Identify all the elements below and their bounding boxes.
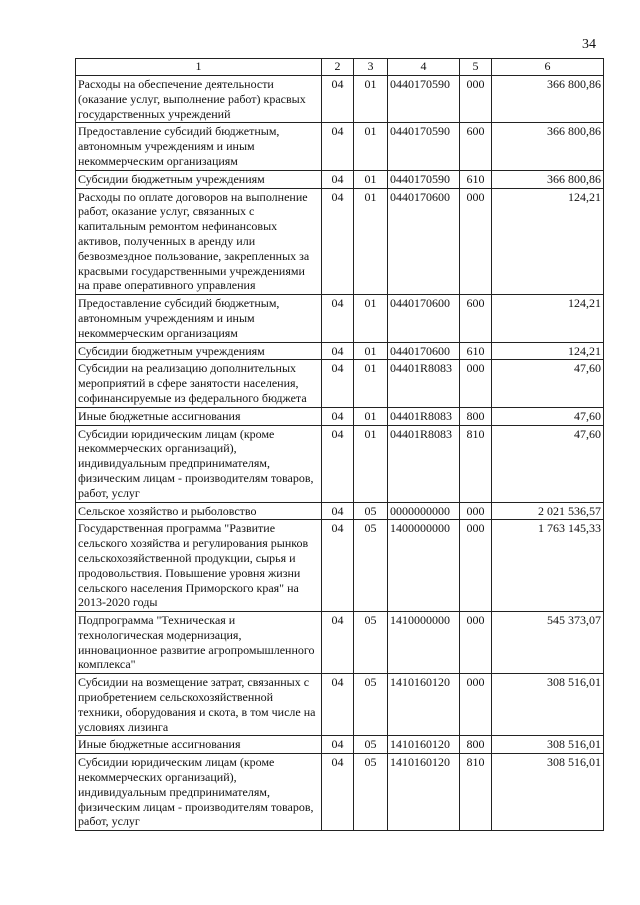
table-row [76,754,604,831]
expense-type-code-cell: 000 [460,612,492,674]
section-code-cell: 04 [322,76,354,123]
amount-cell: 47,60 [492,360,604,407]
header-col-1: 1 [76,59,322,76]
table-row [76,76,604,123]
expense-name-cell: Субсидии юридическим лицам (кроме некоммерческих организаций), индивидуальным предпринимателям, физическим лицам - производителям товаров, работ, услуг [76,425,322,502]
section-code-cell: 04 [322,407,354,425]
subsection-code-cell: 05 [354,612,388,674]
table-header [76,59,604,76]
section-code-cell: 04 [322,754,354,831]
expense-name-cell: Предоставление субсидий бюджетным, автономным учреждениям и иным некоммерческим организациям [76,295,322,342]
expense-name-cell: Предоставление субсидий бюджетным, автономным учреждениям и иным некоммерческим организациям [76,123,322,170]
subsection-code-cell: 01 [354,360,388,407]
subsection-code-cell: 01 [354,407,388,425]
target-article-code-cell: 04401R8083 [388,425,460,502]
subsection-code-cell: 05 [354,736,388,754]
section-code-cell: 04 [322,360,354,407]
table-row [76,425,604,502]
table-row [76,188,604,295]
amount-cell: 47,60 [492,425,604,502]
section-code-cell: 04 [322,502,354,520]
expense-name-cell: Субсидии юридическим лицам (кроме некоммерческих организаций), индивидуальным предпринимателям, физическим лицам - производителям товаров, работ, услуг [76,754,322,831]
expense-type-code-cell: 610 [460,342,492,360]
budget-table [75,58,604,831]
target-article-code-cell: 1410160120 [388,754,460,831]
section-code-cell: 04 [322,520,354,612]
table-row [76,520,604,612]
table-row [76,736,604,754]
table-body [76,76,604,831]
target-article-code-cell: 0440170600 [388,188,460,295]
table-row [76,502,604,520]
expense-type-code-cell: 000 [460,360,492,407]
expense-type-code-cell: 000 [460,76,492,123]
table-row [76,407,604,425]
expense-name-cell: Подпрограмма "Техническая и технологическая модернизация, инновационное развитие агропромышленного комплекса" [76,612,322,674]
subsection-code-cell: 01 [354,425,388,502]
amount-cell: 366 800,86 [492,76,604,123]
header-col-6: 6 [492,59,604,76]
target-article-code-cell: 0000000000 [388,502,460,520]
expense-type-code-cell: 600 [460,295,492,342]
section-code-cell: 04 [322,342,354,360]
amount-cell: 1 763 145,33 [492,520,604,612]
subsection-code-cell: 05 [354,502,388,520]
section-code-cell: 04 [322,123,354,170]
subsection-code-cell: 01 [354,295,388,342]
amount-cell: 2 021 536,57 [492,502,604,520]
subsection-code-cell: 05 [354,520,388,612]
expense-name-cell: Иные бюджетные ассигнования [76,407,322,425]
amount-cell: 308 516,01 [492,754,604,831]
page-number: 34 [582,37,596,52]
amount-cell: 124,21 [492,295,604,342]
header-col-2: 2 [322,59,354,76]
expense-name-cell: Расходы по оплате договоров на выполнение работ, оказание услуг, связанных с капитальным ремонтом нефинансовых активов, полученных в аренду или безвозмездное пользование, закрепленных за красвыми государственными учреждениями на праве оперативного управления [76,188,322,295]
header-row [76,59,604,76]
expense-name-cell: Субсидии на реализацию дополнительных мероприятий в сфере занятости населения, софинансируемые из федерального бюджета [76,360,322,407]
target-article-code-cell: 1410160120 [388,736,460,754]
subsection-code-cell: 01 [354,188,388,295]
expense-name-cell: Расходы на обеспечение деятельности (оказание услуг, выполнение работ) красвых государственных учреждений [76,76,322,123]
subsection-code-cell: 05 [354,674,388,736]
expense-name-cell: Субсидии бюджетным учреждениям [76,342,322,360]
expense-name-cell: Сельское хозяйство и рыболовство [76,502,322,520]
table-row [76,674,604,736]
subsection-code-cell: 01 [354,170,388,188]
section-code-cell: 04 [322,736,354,754]
target-article-code-cell: 0440170590 [388,123,460,170]
target-article-code-cell: 1400000000 [388,520,460,612]
target-article-code-cell: 0440170600 [388,342,460,360]
expense-type-code-cell: 000 [460,520,492,612]
amount-cell: 124,21 [492,188,604,295]
expense-name-cell: Субсидии бюджетным учреждениям [76,170,322,188]
section-code-cell: 04 [322,295,354,342]
expense-type-code-cell: 000 [460,674,492,736]
amount-cell: 308 516,01 [492,674,604,736]
header-col-5: 5 [460,59,492,76]
amount-cell: 47,60 [492,407,604,425]
expense-name-cell: Субсидии на возмещение затрат, связанных с приобретением сельскохозяйственной техники, оборудования и скота, в том числе на условиях лизинга [76,674,322,736]
amount-cell: 124,21 [492,342,604,360]
subsection-code-cell: 01 [354,342,388,360]
table-row [76,612,604,674]
subsection-code-cell: 01 [354,123,388,170]
target-article-code-cell: 04401R8083 [388,407,460,425]
amount-cell: 366 800,86 [492,170,604,188]
table-row [76,170,604,188]
section-code-cell: 04 [322,425,354,502]
expense-name-cell: Государственная программа "Развитие сельского хозяйства и регулирования рынков сельскохозяйственной продукции, сырья и продовольствия. Повышение уровня жизни сельского населения Приморского края" на 2013-2020 годы [76,520,322,612]
table-row [76,360,604,407]
target-article-code-cell: 1410000000 [388,612,460,674]
expense-type-code-cell: 000 [460,502,492,520]
target-article-code-cell: 04401R8083 [388,360,460,407]
target-article-code-cell: 0440170590 [388,170,460,188]
expense-name-cell: Иные бюджетные ассигнования [76,736,322,754]
section-code-cell: 04 [322,674,354,736]
section-code-cell: 04 [322,188,354,295]
target-article-code-cell: 0440170590 [388,76,460,123]
table-row [76,123,604,170]
header-col-4: 4 [388,59,460,76]
subsection-code-cell: 05 [354,754,388,831]
target-article-code-cell: 1410160120 [388,674,460,736]
subsection-code-cell: 01 [354,76,388,123]
expense-type-code-cell: 000 [460,188,492,295]
expense-type-code-cell: 810 [460,754,492,831]
expense-type-code-cell: 800 [460,736,492,754]
expense-type-code-cell: 600 [460,123,492,170]
header-col-3: 3 [354,59,388,76]
table-row [76,342,604,360]
expense-type-code-cell: 810 [460,425,492,502]
expense-type-code-cell: 610 [460,170,492,188]
expense-type-code-cell: 800 [460,407,492,425]
amount-cell: 545 373,07 [492,612,604,674]
amount-cell: 366 800,86 [492,123,604,170]
amount-cell: 308 516,01 [492,736,604,754]
section-code-cell: 04 [322,612,354,674]
table-row [76,295,604,342]
section-code-cell: 04 [322,170,354,188]
target-article-code-cell: 0440170600 [388,295,460,342]
